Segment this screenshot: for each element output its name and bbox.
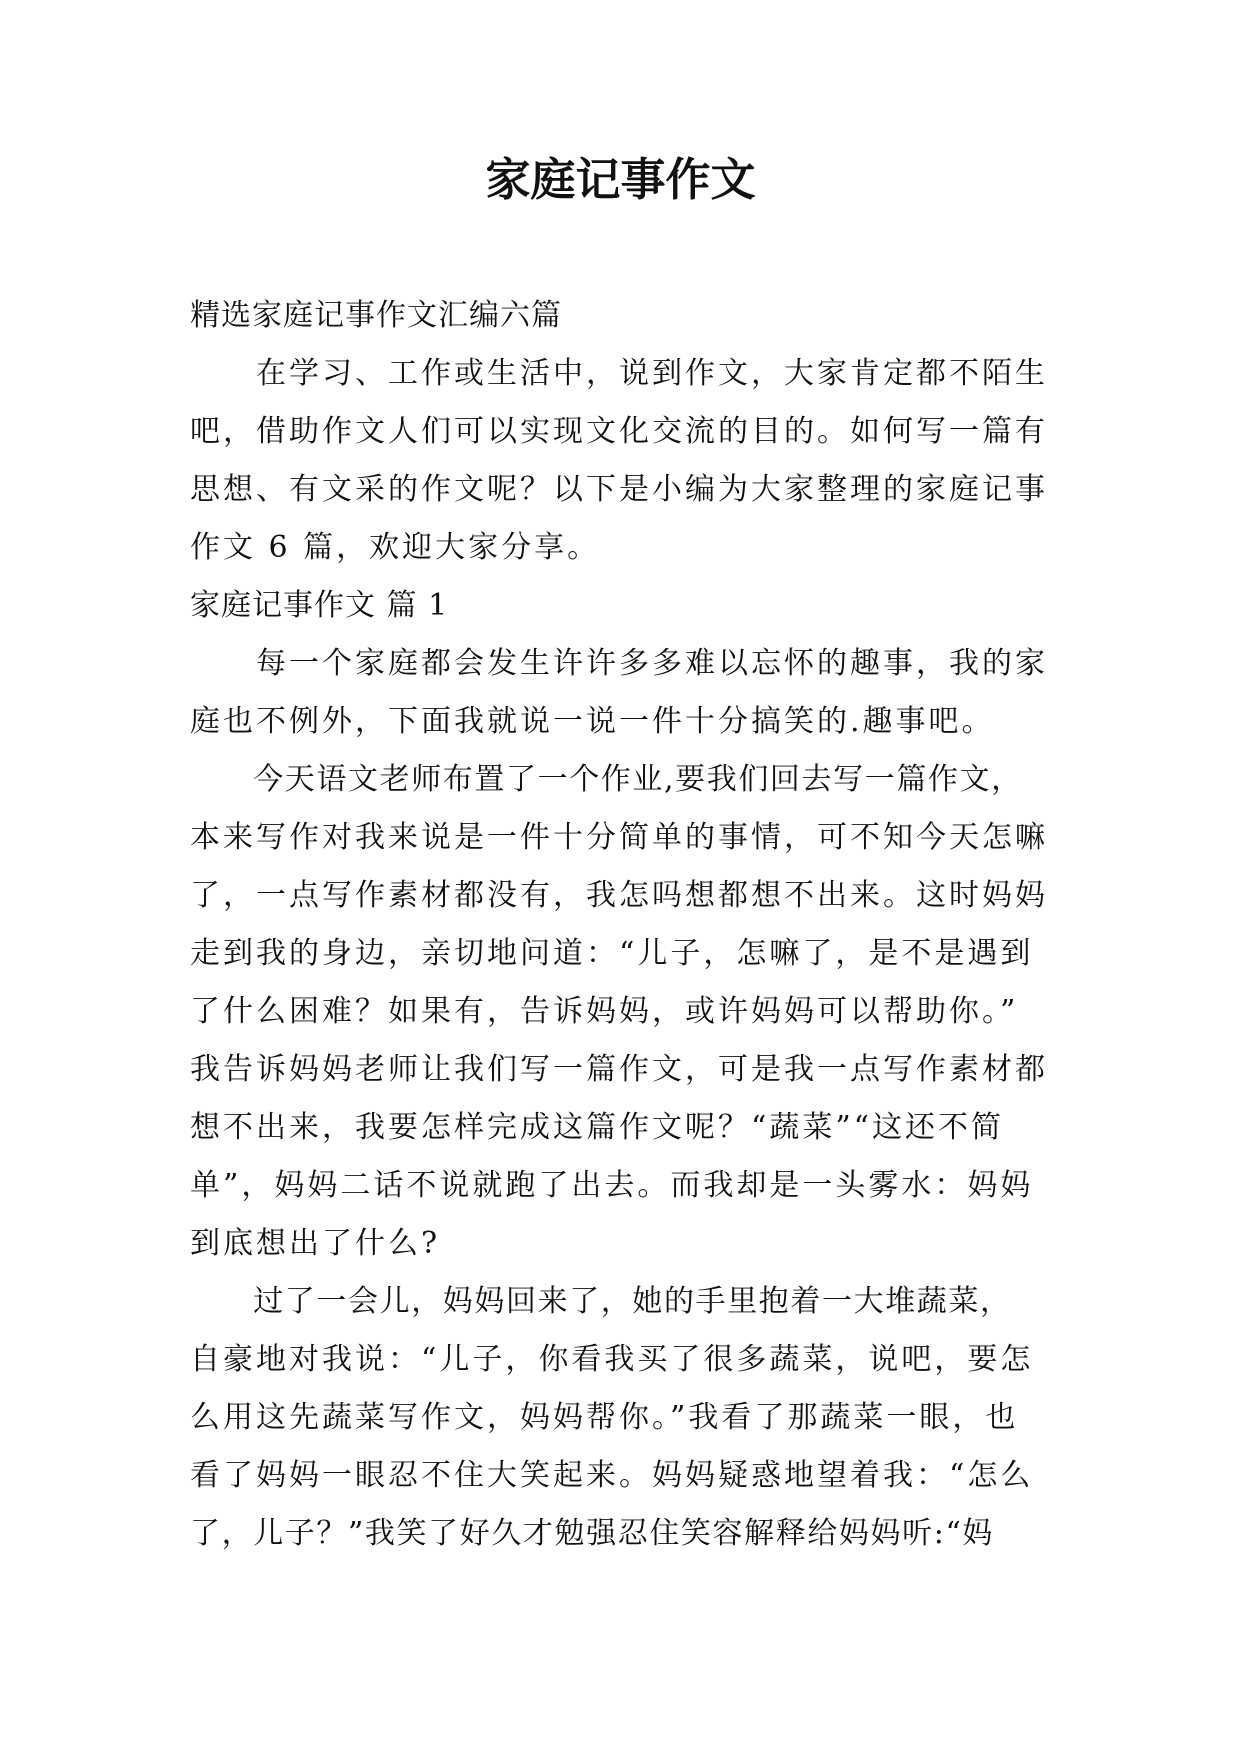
text-line: 想不出来，我要怎样完成这篇作文呢？“蔬菜”“这还不简 xyxy=(190,1110,1005,1145)
text-line: 思想、有文采的作文呢？以下是小编为大家整理的家庭记事 xyxy=(190,472,1048,507)
body-paragraph-1 xyxy=(190,635,1052,751)
text-line: 了什么困难？如果有，告诉妈妈，或许妈妈可以帮助你。” xyxy=(190,994,1019,1029)
text-line: 作文 6 篇，欢迎大家分享。 xyxy=(190,530,601,565)
text-line: 我告诉妈妈老师让我们写一篇作文，可是我一点写作素材都 xyxy=(190,1052,1048,1087)
text-line: 每一个家庭都会发生许许多多难以忘怀的趣事，我的家 xyxy=(190,646,1048,681)
text-line: 看了妈妈一眼忍不住大笑起来。妈妈疑惑地望着我：“怎么 xyxy=(190,1458,1034,1493)
body-paragraph-3 xyxy=(190,1273,1052,1563)
text-line: 了，儿子？”我笑了好久才勉强忍住笑容解释给妈妈听:“妈 xyxy=(190,1516,994,1551)
section-heading: 家庭记事作文 篇 1 xyxy=(190,588,449,623)
text-line: 今天语文老师布置了一个作业,要我们回去写一篇作文， xyxy=(190,762,1023,797)
document-title: 家庭记事作文 xyxy=(485,153,756,206)
document-body xyxy=(190,287,1052,1563)
text-line: 到底想出了什么? xyxy=(190,1226,441,1261)
text-line: 本来写作对我来说是一件十分简单的事情，可不知今天怎嘛 xyxy=(190,820,1048,855)
text-line: 自豪地对我说：“儿子，你看我买了很多蔬菜，说吧，要怎 xyxy=(190,1342,1034,1377)
text-line: 单”，妈妈二话不说就跑了出去。而我却是一头雾水：妈妈 xyxy=(190,1168,1034,1203)
document-subtitle: 精选家庭记事作文汇编六篇 xyxy=(190,298,562,333)
text-line: 走到我的身边，亲切地问道：“儿子，怎嘛了，是不是遇到 xyxy=(190,936,1034,971)
text-line: 过了一会儿，妈妈回来了，她的手里抱着一大堆蔬菜， xyxy=(190,1284,1012,1319)
text-line: 庭也不例外，下面我就说一说一件十分搞笑的.趣事吧。 xyxy=(190,704,995,739)
intro-paragraph xyxy=(190,345,1052,577)
text-line: 了，一点写作素材都没有，我怎吗想都想不出来。这时妈妈 xyxy=(190,878,1048,913)
text-line: 么用这先蔬菜写作文，妈妈帮你。”我看了那蔬菜一眼，也 xyxy=(190,1400,1019,1435)
text-line: 在学习、工作或生活中，说到作文，大家肯定都不陌生 xyxy=(190,356,1048,391)
body-paragraph-2 xyxy=(190,751,1052,1273)
text-line: 吧，借助作文人们可以实现文化交流的目的。如何写一篇有 xyxy=(190,414,1048,449)
